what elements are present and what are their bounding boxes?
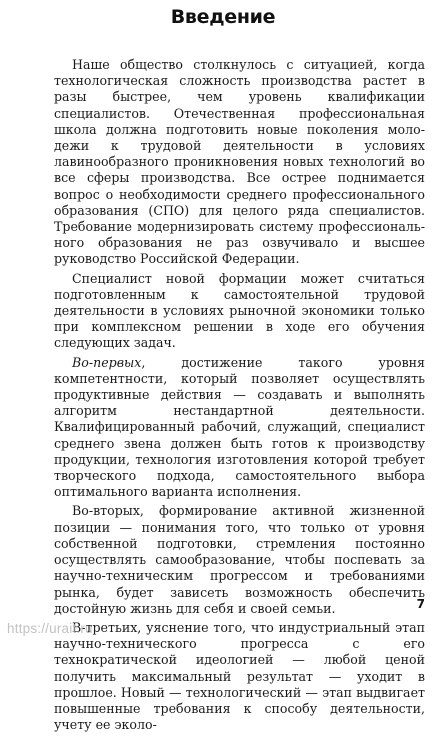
paragraph-3-text: , достижение такого уровня компетентности, который позволяет осуществлять продуктивные действия — создавать и выполнять алгоритм нестандартной деятельности. Квалифицированный рабочий, служащий, специалист среднего звена должен быть готов к производству продукции, технология изготовления которой требует творческого подхода, самостоятельного выбора оптимального варианта исполнения. <box>54 354 425 500</box>
paragraph-3-lead: Во-первых <box>72 354 142 370</box>
watermark-url[interactable]: https://urait.ru <box>7 621 93 636</box>
body-text <box>54 57 425 736</box>
chapter-title: Введение <box>170 6 276 28</box>
paragraph-4 <box>54 503 425 616</box>
paragraph-1-text: Наше общество столкнулось с ситуацией, когда технологическая сложность производства растет в разы быстрее, чем уровень квалификации специалистов. Отечественная профессиональная школа должна подготовить новые поколения молодежи к трудовой деятельности в условиях лавинообразного проникновения новых технологий во все сферы производства. Все острее поднимается вопрос о необходимости среднего профессионального образования (СПО) для целого ряда специалистов. Требование модернизировать систему профессионального образования не раз озвучивало и высшее руководство Российской Федерации. <box>54 57 425 267</box>
paragraph-3 <box>54 355 425 501</box>
paragraph-4-text: Во-вторых, формирование активной жизненной позиции — понимания того, что только от уровня собственной подготовки, стремления постоянно осуществлять самообразование, чтобы поспевать за научно-техническим прогрессом и требованиями рынка, будет зависеть возможность обеспечить достойную жизнь для себя и своей семьи. <box>54 503 425 616</box>
paragraph-5 <box>54 620 425 733</box>
paragraph-2-text: Специалист новой формации может считаться подготовленным к самостоятельной трудовой деятельности в условиях рыночной экономики только при комплексном решении в ходе его обучения следующих задач. <box>54 270 425 351</box>
paragraph-2 <box>54 271 425 352</box>
page-number: 7 <box>416 597 425 611</box>
paragraph-1 <box>54 57 425 268</box>
paragraph-5-text: В-третьих, уяснение того, что индустриальный этап научно-технического прогресса с его технократической идеологией — любой ценой получить максимальный результат — уходит в прошлое. Новый — технологический — этап выдвигает повышенные требования к способу деятельности, учету ее эколо- <box>54 619 425 733</box>
